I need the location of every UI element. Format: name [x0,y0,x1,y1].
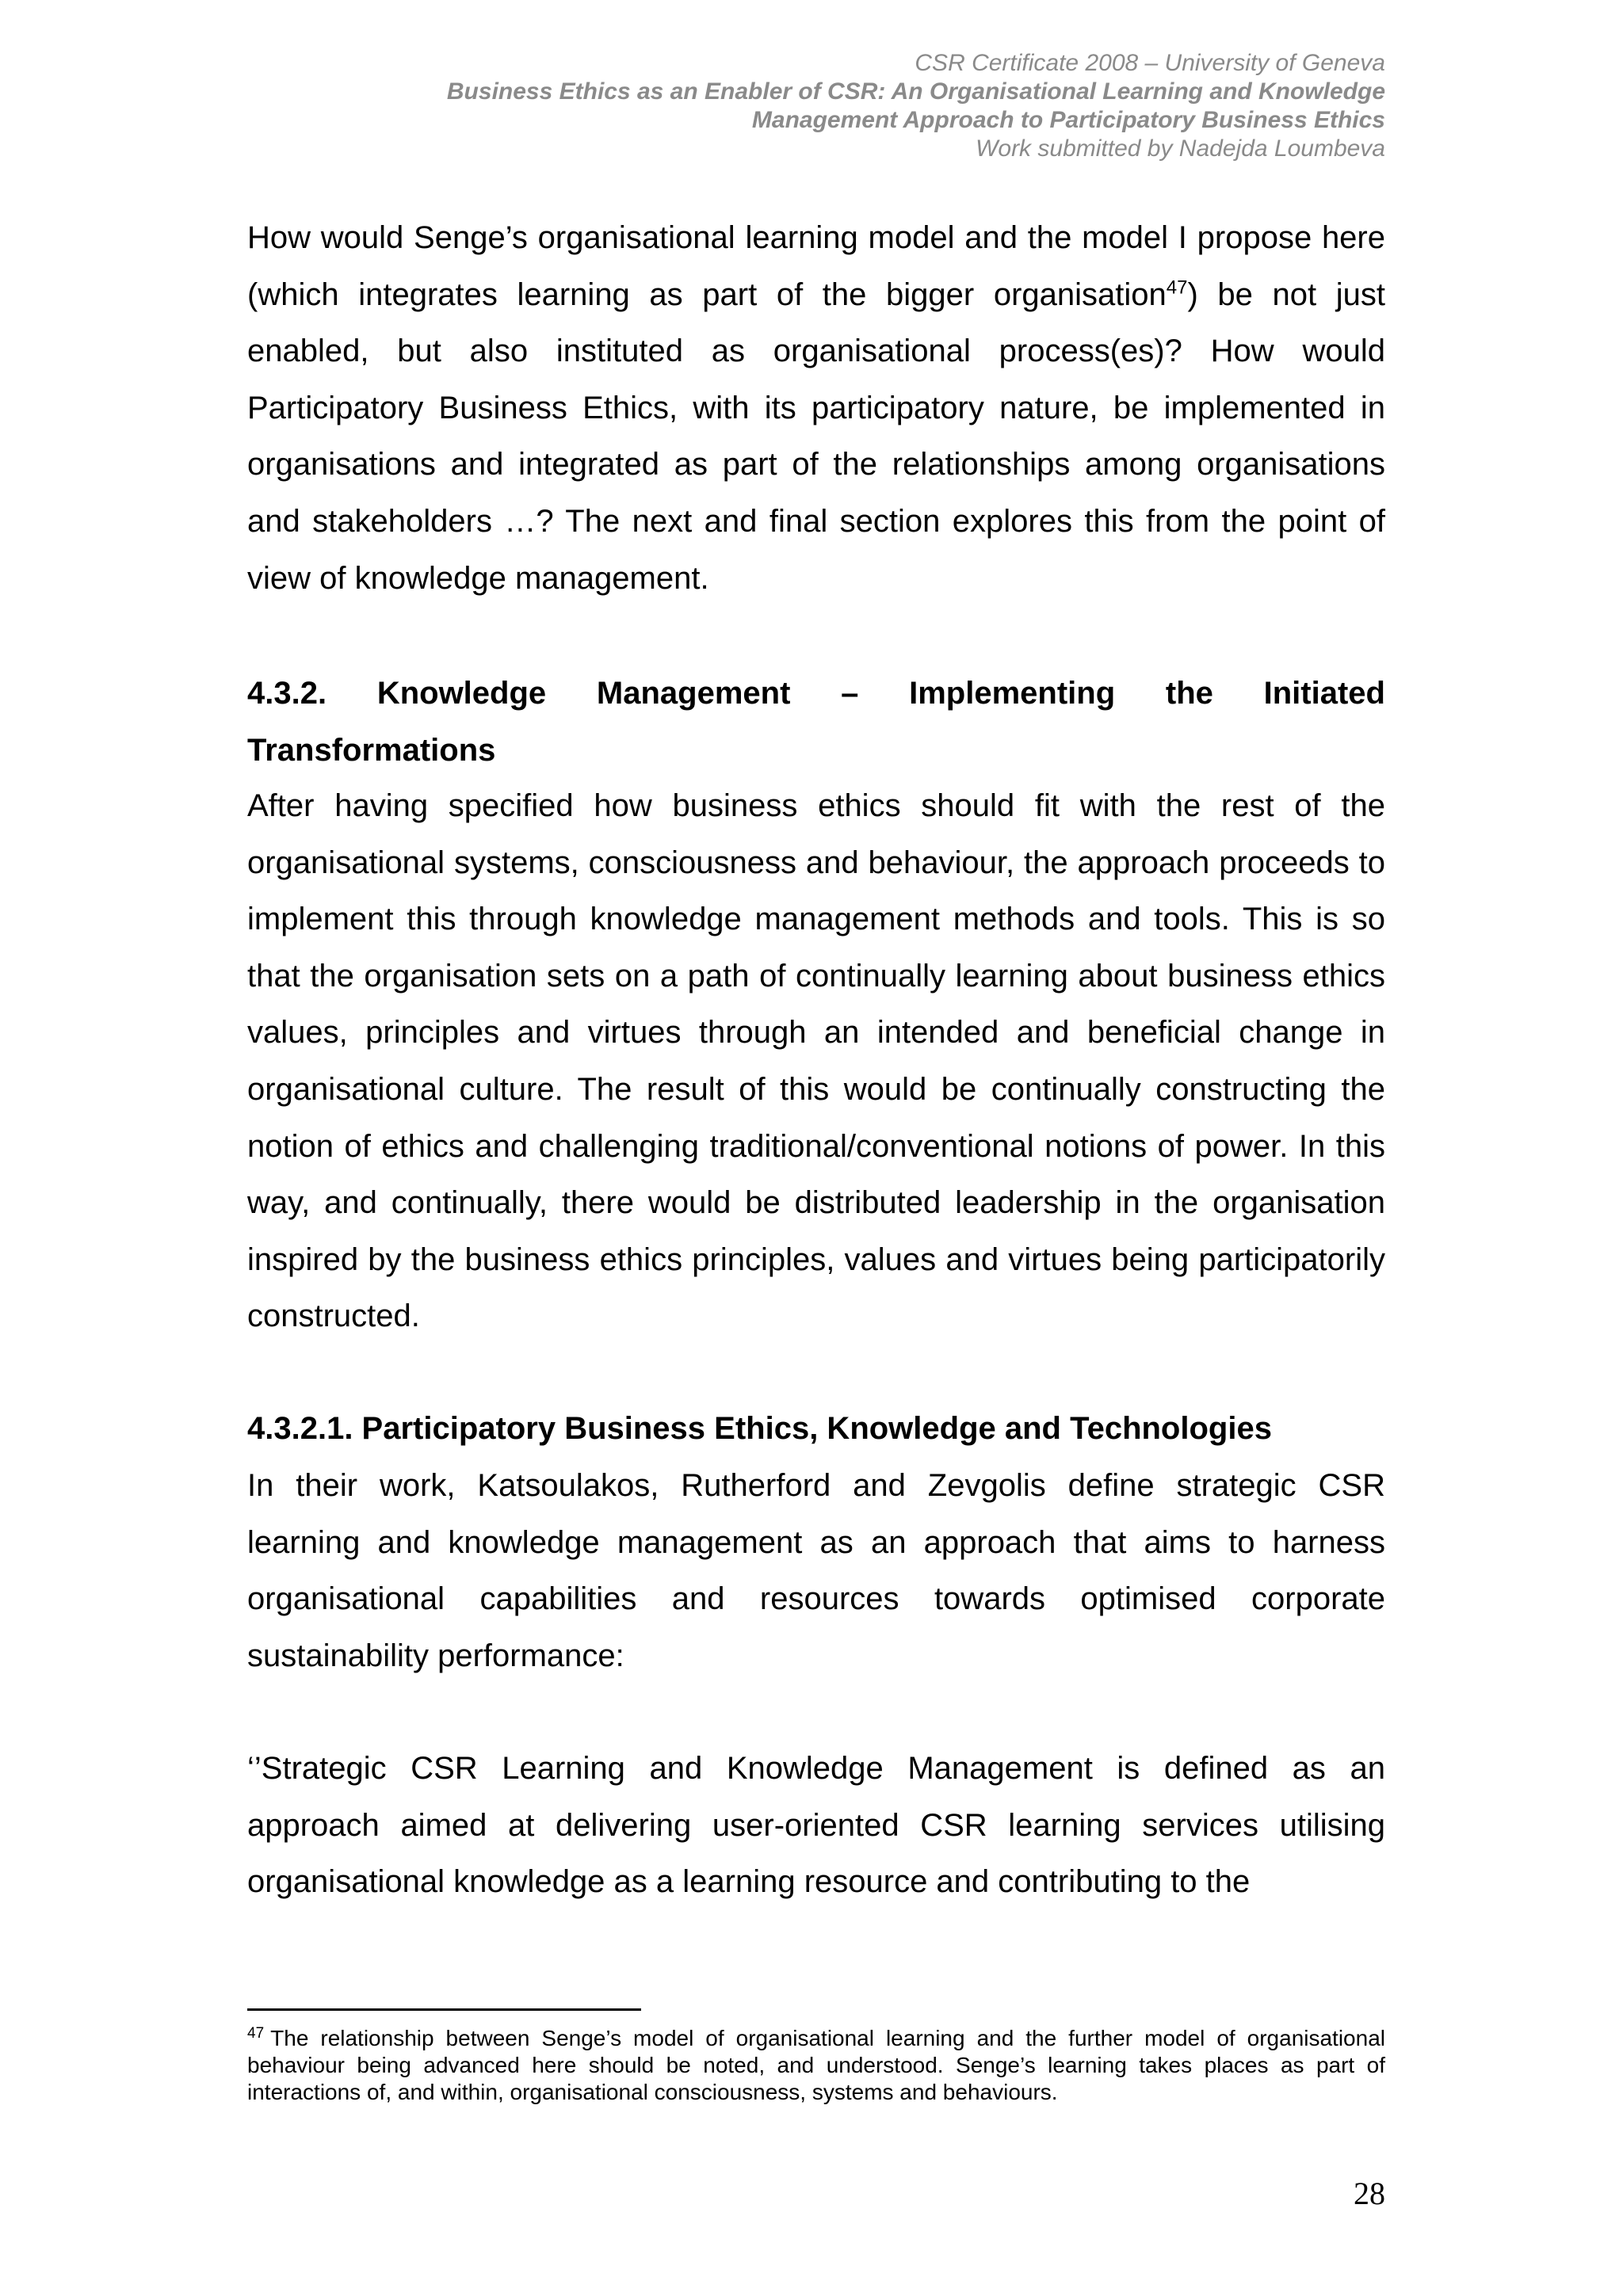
heading-word: the [1165,676,1213,711]
paragraph-senge-model [247,210,1385,607]
paragraph-knowledge-management: After having specified how business ethics should fit with the rest of the organisational systems, consciousness and behaviour, the approach proceeds to implement this through knowledge management methods and tools. This is so that the organisation sets on a path of continually learning about business ethics values, principles and virtues through an intended and beneficial change in organisational culture. The result of this would be continually constructing the notion of ethics and challenging traditional/conventional notions of power. In this way, and continually, there would be distributed leadership in the organisation inspired by the business ethics principles, values and virtues being participatorily constructed. [247,788,1385,1334]
paragraph-text-before-ref: How would Senge’s organisational learning model and the model I propose here (which integrates learning as part of the bigger organisation [247,220,1385,312]
header-author-line: Work submitted by Nadejda Loumbeva [976,135,1385,162]
footnote-number: 47 [247,2024,265,2042]
section-heading-4-3-2-1: 4.3.2.1. Participatory Business Ethics, Knowledge and Technologies [247,1411,1272,1446]
footnote-reference-47[interactable]: 47 [1166,277,1188,299]
section-heading-line-2: Transformations [247,732,496,768]
section-heading-line-1 [247,666,1385,723]
header-title-line-2: Management Approach to Participatory Business Ethics [751,107,1385,133]
heading-word: Implementing [909,676,1116,711]
section-heading-4-3-2 [247,666,1385,779]
heading-word: – [841,676,859,711]
heading-word: Knowledge [376,676,547,711]
heading-word: Management [596,676,791,711]
paragraph-quotation: ‘’Strategic CSR Learning and Knowledge Management is defined as an approach aimed at delivering user-oriented CSR learning services utilising organisational knowledge as a learning resource and contributing to the [247,1751,1385,1900]
footnote-separator [247,2008,641,2011]
paragraph-text-after-ref: ) be not just enabled, but also instituted as organisational process(es)? How would Participatory Business Ethics, with its participatory nature, be implemented in organisations and integrated as part of the relationships among organisations and stakeholders …? The next and final section explores this from the point of view of knowledge management. [247,277,1385,596]
running-header [276,49,1385,163]
footnote-47 [247,2025,1385,2106]
heading-word: 4.3.2. [247,676,327,711]
page-number: 28 [1354,2176,1385,2211]
header-title-line-1: Business Ethics as an Enabler of CSR: An Organisational Learning and Knowledge [446,78,1385,105]
paragraph-katsoulakos: In their work, Katsoulakos, Rutherford and Zevgolis define strategic CSR learning and knowledge management as an approach that aims to harness organisational capabilities and resources towards optimised corporate sustainability performance: [247,1468,1385,1673]
header-certificate-line: CSR Certificate 2008 – University of Geneva [915,50,1385,76]
footnote-text: The relationship between Senge’s model of organisational learning and the further model of organisational behaviour being advanced here should be noted, and understood. Senge’s learning takes places as part of interactions of, and within, organisational consciousness, systems and behaviours. [247,2026,1385,2104]
heading-word: Initiated [1263,676,1385,711]
